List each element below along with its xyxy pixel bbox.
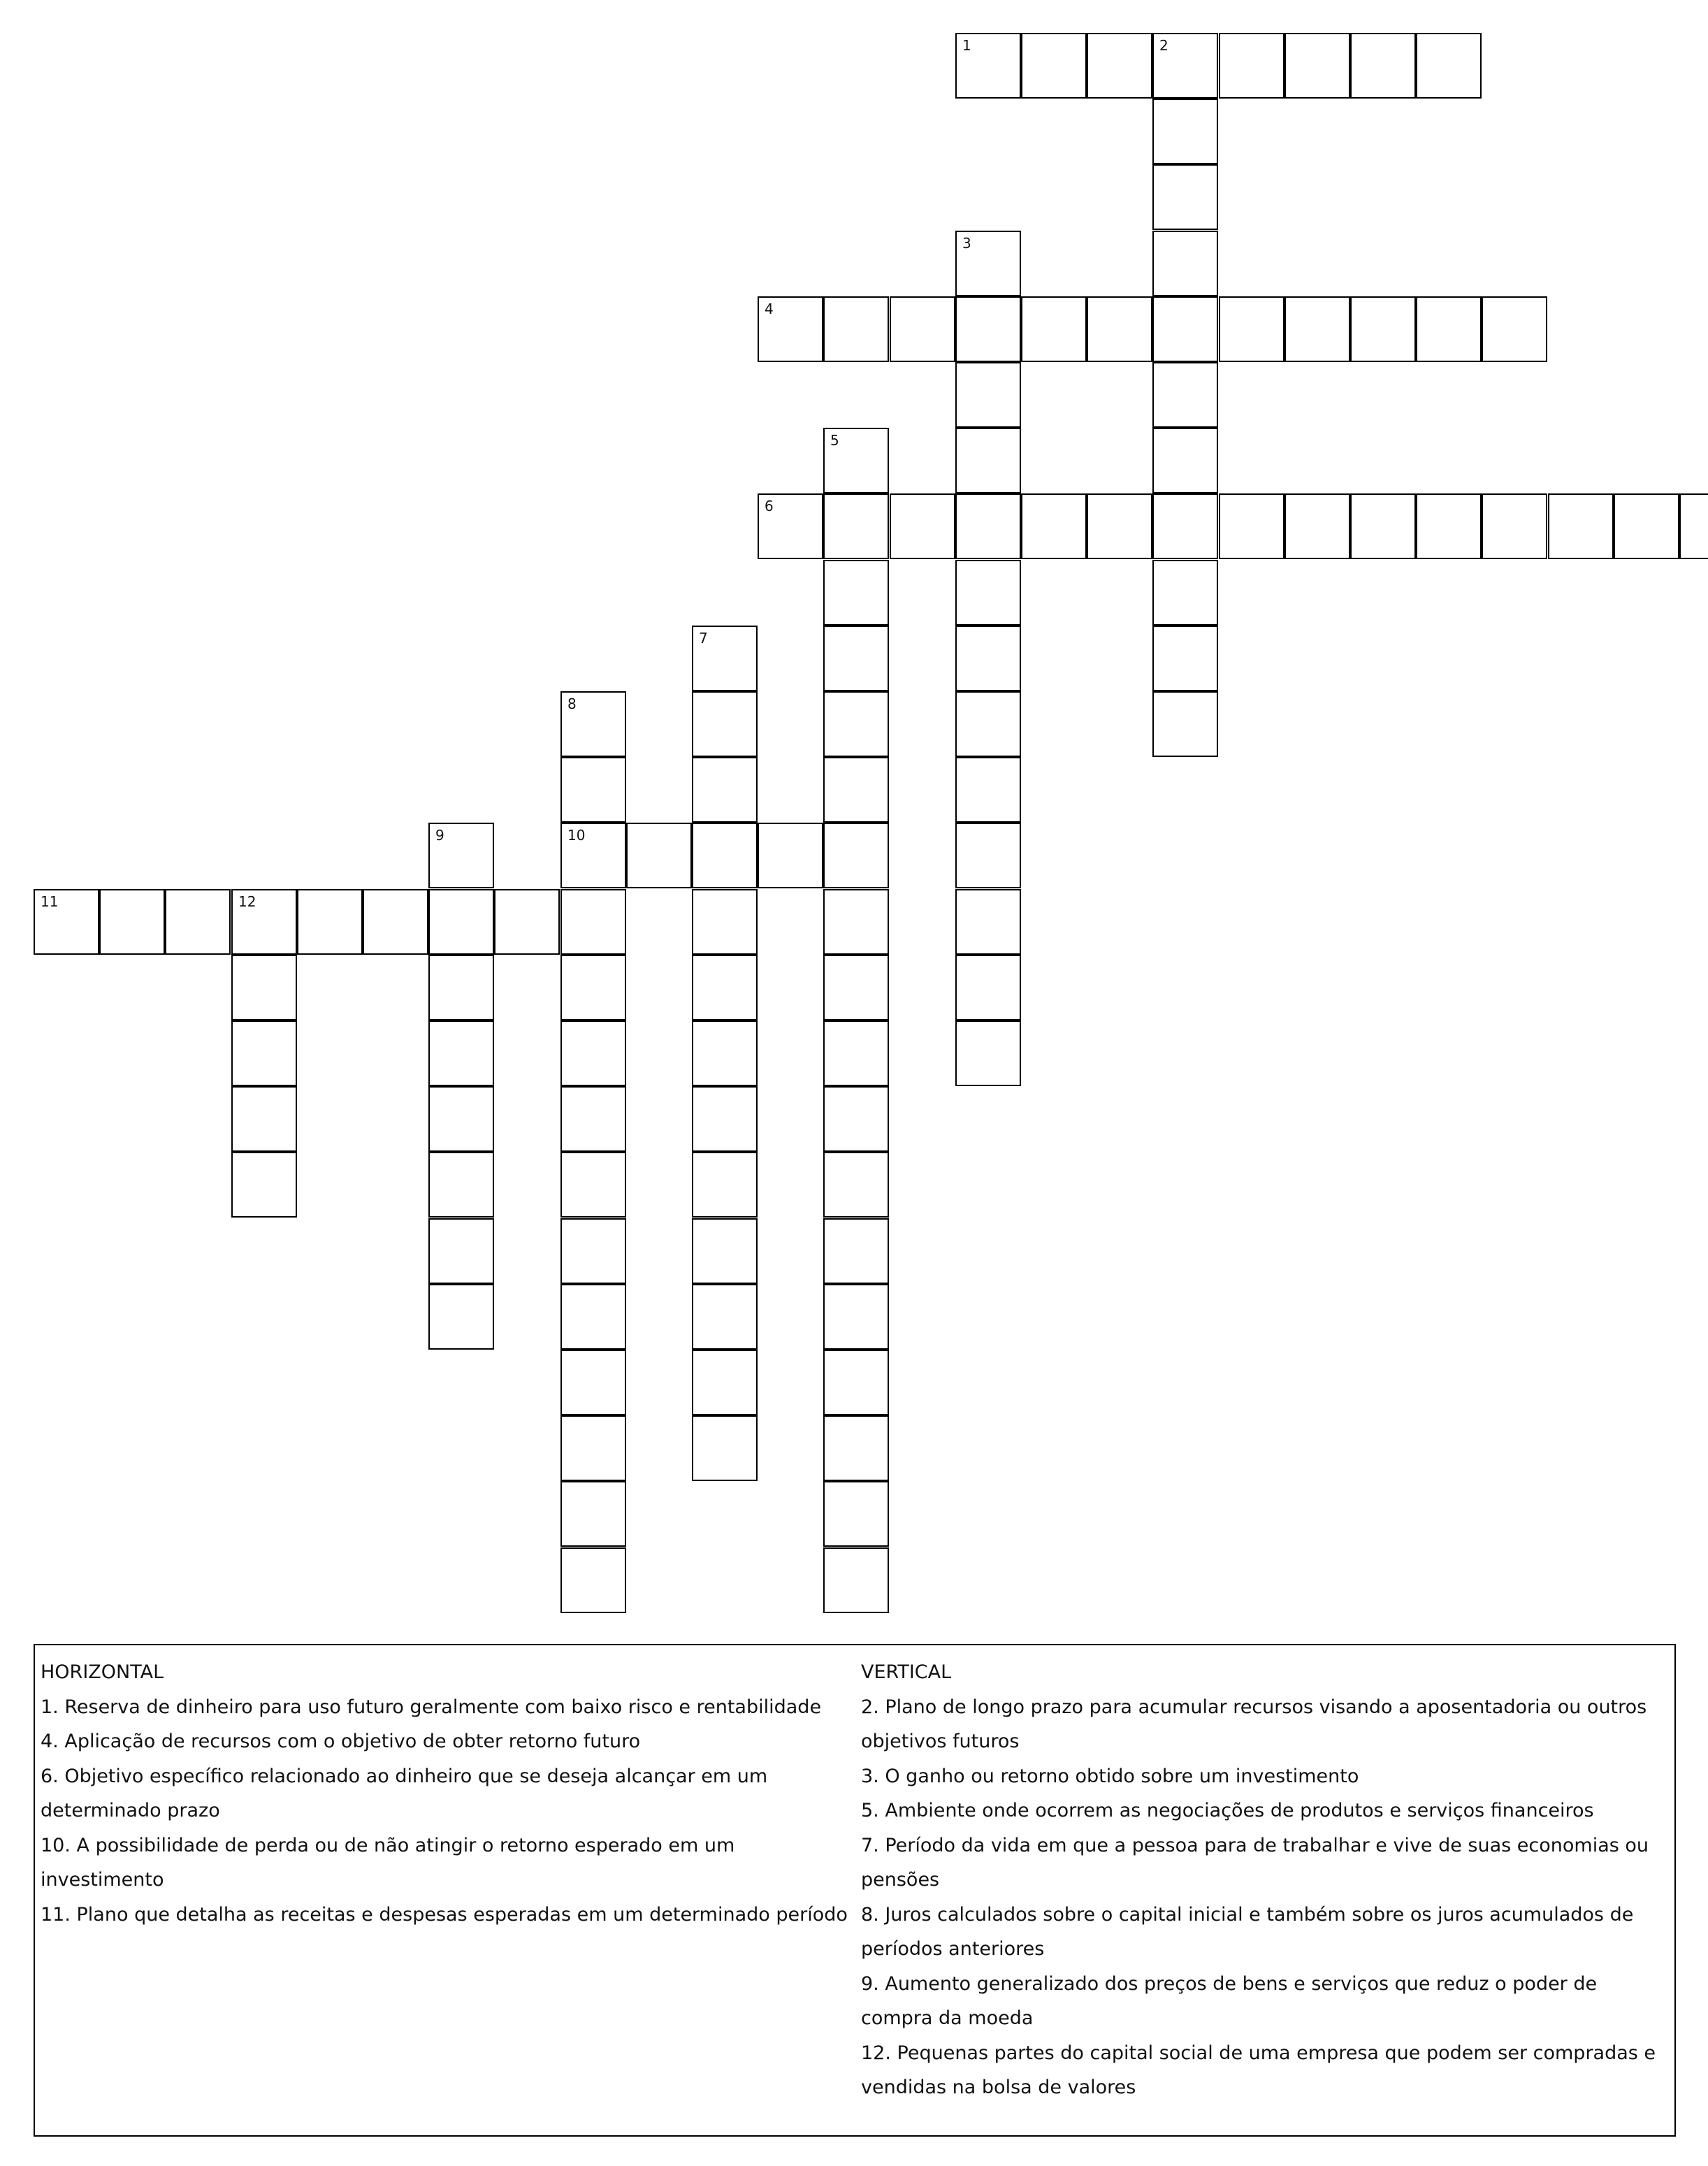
grid-cell[interactable] [1614,493,1679,559]
grid-cell[interactable] [823,889,889,955]
grid-cell[interactable] [955,691,1021,757]
grid-cell[interactable] [1416,33,1482,99]
across-heading: HORIZONTAL [41,1661,164,1683]
grid-cell[interactable] [428,1020,494,1086]
grid-cell[interactable] [1087,296,1152,362]
grid-cell[interactable] [560,889,626,955]
grid-cell[interactable] [1482,296,1547,362]
grid-cell[interactable] [1021,493,1087,559]
across-clue: 6. Objetivo específico relacionado ao dinheiro que se deseja alcançar em um determinado prazo [41,1765,768,1821]
grid-cell[interactable] [560,691,626,757]
grid-cell[interactable] [955,296,1021,362]
grid-cell[interactable] [560,1547,626,1613]
grid-cell[interactable] [560,1415,626,1481]
grid-cell[interactable] [626,823,692,888]
grid-cell[interactable] [955,428,1021,493]
grid-cell[interactable] [1350,493,1416,559]
across-clue: 10. A possibilidade de perda ou de não atingir o retorno esperado em um investimento [41,1834,735,1891]
clue-number: 11 [41,893,59,910]
grid-cell[interactable] [955,560,1021,626]
grid-cell[interactable] [692,757,758,823]
clue-number: 4 [765,301,774,317]
grid-cell[interactable] [1350,33,1416,99]
grid-cell[interactable] [1087,33,1152,99]
grid-cell[interactable] [758,823,823,888]
grid-cell[interactable] [823,296,889,362]
grid-cell[interactable] [560,1481,626,1547]
grid-cell[interactable] [692,1218,758,1284]
clue-number: 1 [962,37,971,54]
clue-number: 9 [435,827,444,844]
across-clue: 4. Aplicação de recursos com o objetivo de obter retorno futuro [41,1731,641,1752]
grid-cell[interactable] [1152,560,1218,626]
grid-cell[interactable] [1284,296,1350,362]
grid-cell[interactable] [1152,626,1218,691]
grid-cell[interactable] [823,955,889,1020]
grid-cell[interactable] [428,1284,494,1350]
grid-cell[interactable] [692,1415,758,1481]
grid-cell[interactable] [1152,33,1218,99]
grid-cell[interactable] [955,493,1021,559]
grid-cell[interactable] [823,1415,889,1481]
grid-cell[interactable] [1219,493,1284,559]
grid-cell[interactable] [692,1020,758,1086]
grid-cell[interactable] [560,1152,626,1218]
grid-cell[interactable] [297,889,363,955]
grid-cell[interactable] [955,626,1021,691]
grid-cell[interactable] [560,955,626,1020]
grid-cell[interactable] [1350,296,1416,362]
grid-cell[interactable] [955,955,1021,1020]
down-clue: 7. Período da vida em que a pessoa para de trabalhar e vive de suas economias ou pensões [861,1834,1649,1891]
clue-number: 10 [567,827,586,844]
grid-cell[interactable] [823,1086,889,1152]
grid-cell[interactable] [823,1547,889,1613]
grid-cell[interactable] [823,1020,889,1086]
grid-cell[interactable] [560,1086,626,1152]
grid-cell[interactable] [955,33,1021,99]
down-clue: 2. Plano de longo prazo para acumular recursos visando a aposentadoria ou outros objetivos futuros [861,1696,1647,1752]
grid-cell[interactable] [1284,493,1350,559]
grid-cell[interactable] [1284,33,1350,99]
across-clue: 1. Reserva de dinheiro para uso futuro geralmente com baixo risco e rentabilidade [41,1696,822,1718]
grid-cell[interactable] [560,1284,626,1350]
grid-cell[interactable] [231,955,297,1020]
grid-cell[interactable] [428,1086,494,1152]
grid-cell[interactable] [1152,231,1218,296]
grid-cell[interactable] [231,889,297,955]
grid-cell[interactable] [955,823,1021,888]
grid-cell[interactable] [428,1218,494,1284]
down-clue: 9. Aumento generalizado dos preços de bens e serviços que reduz o poder de compra da moeda [861,1972,1598,2029]
grid-cell[interactable] [1152,362,1218,428]
grid-cell[interactable] [34,889,99,955]
grid-cell[interactable] [1679,493,1708,559]
clues-panel [34,1644,1676,2137]
grid-cell[interactable] [823,1152,889,1218]
grid-cell[interactable] [1219,296,1284,362]
grid-cell[interactable] [823,1481,889,1547]
grid-cell[interactable] [692,691,758,757]
down-clues [861,1655,1668,2105]
grid-cell[interactable] [231,1086,297,1152]
grid-cell[interactable] [1021,33,1087,99]
clue-number: 5 [830,432,839,449]
grid-cell[interactable] [428,1152,494,1218]
grid-cell[interactable] [823,1350,889,1415]
clue-number: 8 [567,695,577,712]
clue-number: 2 [1159,37,1168,54]
down-clue: 5. Ambiente onde ocorrem as negociações de produtos e serviços financeiros [861,1800,1594,1821]
grid-cell[interactable] [1482,493,1547,559]
grid-cell[interactable] [692,1350,758,1415]
clue-number: 3 [962,235,971,252]
grid-cell[interactable] [1416,493,1482,559]
grid-cell[interactable] [823,691,889,757]
grid-cell[interactable] [823,1284,889,1350]
grid-cell[interactable] [890,493,955,559]
grid-cell[interactable] [823,626,889,691]
grid-cell[interactable] [823,1218,889,1284]
grid-cell[interactable] [1152,164,1218,230]
grid-cell[interactable] [955,1020,1021,1086]
down-clue: 8. Juros calculados sobre o capital inicial e também sobre os juros acumulados de períodos anteriores [861,1903,1634,1960]
grid-cell[interactable] [560,1218,626,1284]
grid-cell[interactable] [955,362,1021,428]
grid-cell[interactable] [494,889,560,955]
grid-cell[interactable] [955,757,1021,823]
grid-cell[interactable] [560,1350,626,1415]
grid-cell[interactable] [231,1152,297,1218]
grid-cell[interactable] [363,889,428,955]
across-clue: 11. Plano que detalha as receitas e despesas esperadas em um determinado período [41,1903,848,1926]
grid-cell[interactable] [1087,493,1152,559]
grid-cell[interactable] [231,1020,297,1086]
grid-cell[interactable] [692,1086,758,1152]
grid-cell[interactable] [758,296,823,362]
grid-cell[interactable] [692,823,758,888]
grid-cell[interactable] [692,1284,758,1350]
grid-cell[interactable] [692,889,758,955]
grid-cell[interactable] [1152,99,1218,164]
down-clue: 12. Pequenas partes do capital social de uma empresa que podem ser compradas e vendidas na bolsa de valores [861,2042,1656,2098]
grid-cell[interactable] [1021,296,1087,362]
grid-cell[interactable] [955,889,1021,955]
grid-cell[interactable] [823,493,889,559]
grid-cell[interactable] [692,626,758,691]
grid-cell[interactable] [1219,33,1284,99]
grid-cell[interactable] [1152,428,1218,493]
grid-cell[interactable] [1548,493,1614,559]
clue-number: 7 [699,630,708,647]
grid-cell[interactable] [1416,296,1482,362]
grid-cell[interactable] [428,955,494,1020]
grid-cell[interactable] [692,1152,758,1218]
grid-cell[interactable] [823,560,889,626]
grid-cell[interactable] [560,1020,626,1086]
down-heading: VERTICAL [861,1661,952,1683]
grid-cell[interactable] [560,823,626,888]
across-clues [41,1655,858,1932]
grid-cell[interactable] [890,296,955,362]
clue-number: 6 [765,498,774,514]
down-clue: 3. O ganho ou retorno obtido sobre um investimento [861,1765,1359,1787]
clue-number: 12 [238,893,256,910]
grid-cell[interactable] [1152,296,1218,362]
grid-cell[interactable] [428,823,494,888]
grid-cell[interactable] [823,823,889,888]
grid-cell[interactable] [823,428,889,493]
grid-cell[interactable] [1152,493,1218,559]
grid-cell[interactable] [692,955,758,1020]
grid-cell[interactable] [428,889,494,955]
grid-cell[interactable] [99,889,165,955]
grid-cell[interactable] [165,889,231,955]
grid-cell[interactable] [823,757,889,823]
grid-cell[interactable] [758,493,823,559]
grid-cell[interactable] [1152,691,1218,757]
grid-cell[interactable] [955,231,1021,296]
grid-cell[interactable] [560,757,626,823]
